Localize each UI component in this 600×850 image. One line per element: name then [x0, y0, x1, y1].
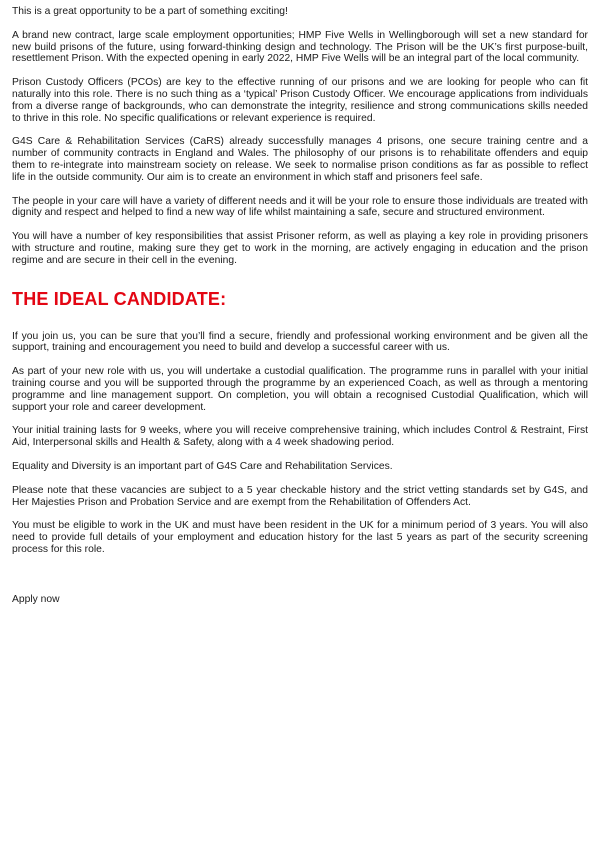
candidate-paragraph-qualification: As part of your new role with us, you will undertake a custodial qualification. The programme runs in parallel with your initial training course and you will be supported through the programme by an experienced Coach, as well as through a mentoring programme and line management support. On completion, you will obtain a recognised Custodial Qualification, which will support your role and career development. [12, 366, 588, 413]
apply-now-link[interactable]: Apply now [12, 593, 60, 605]
candidate-paragraph-vetting: Please note that these vacancies are subject to a 5 year checkable history and the strict vetting standards set by G4S, and Her Majesties Prison and Probation Service and are exempt from the Rehabilitation of Offenders Act. [12, 484, 588, 508]
candidate-paragraph-equality: Equality and Diversity is an important part of G4S Care and Rehabilitation Services. [12, 460, 393, 472]
candidate-paragraph-training: Your initial training lasts for 9 weeks, where you will receive comprehensive training, which includes Control & Restraint, First Aid, Interpersonal skills and Health & Safety, along with a 4 week shadowing period. [12, 425, 588, 449]
intro-paragraph-pco-role: Prison Custody Officers (PCOs) are key to the effective running of our prisons and we are looking for people who can fit naturally into this role. There is no such thing as a ‘typical’ Prison Custody Officer. We encourage applications from individuals from a diverse range of backgrounds, who can demonstrate the integrity, resilience and strong communications skills needed to thrive in this role. No specific qualifications or relevant experience is required. [12, 77, 588, 124]
intro-paragraph-contract: A brand new contract, large scale employment opportunities; HMP Five Wells in Wellingborough will set a new standard for new build prisons of the future, using forward-thinking design and technology. The Prison will be the UK’s first purpose-built, resettlement Prison. With the expected opening in early 2022, HMP Five Wells will be an integral part of the local community. [12, 29, 588, 65]
intro-tagline: This is a great opportunity to be a part of something exciting! [12, 6, 288, 17]
intro-paragraph-cars: G4S Care & Rehabilitation Services (CaRS) already successfully manages 4 prisons, one secure training centre and a number of community contracts in England and Wales. The philosophy of our prisons is to rehabilitate offenders and equip them to re-integrate into mainstream society on release. We seek to normalise prison conditions as far as possible to reflect life in the outside community. Our aim is to create an environment in which staff and prisoners feel safe. [12, 136, 588, 183]
candidate-paragraph-eligibility: You must be eligible to work in the UK and must have been resident in the UK for a minimum period of 3 years. You will also need to provide full details of your employment and education history for the last 5 years as part of the security screening process for this role. [12, 520, 588, 555]
intro-paragraph-responsibilities: You will have a number of key responsibilities that assist Prisoner reform, as well as playing a key role in providing prisoners with structure and routine, making sure they get to work in the morning, are actively engaging in education and the prison regime and are secure in their cell in the evening. [12, 231, 588, 266]
intro-paragraph-care: The people in your care will have a variety of different needs and it will be your role to ensure those individuals are treated with dignity and respect and helped to find a new way of life whilst maintaining a safe, secure and structured environment. [12, 195, 588, 219]
section-heading-ideal-candidate: THE IDEAL CANDIDATE: [12, 288, 227, 309]
job-description-page [12, 6, 588, 618]
candidate-paragraph-join: If you join us, you can be sure that you’ll find a secure, friendly and professional working environment and be given all the support, training and encouragement you need to build and develop a successful career with us. [12, 330, 588, 354]
